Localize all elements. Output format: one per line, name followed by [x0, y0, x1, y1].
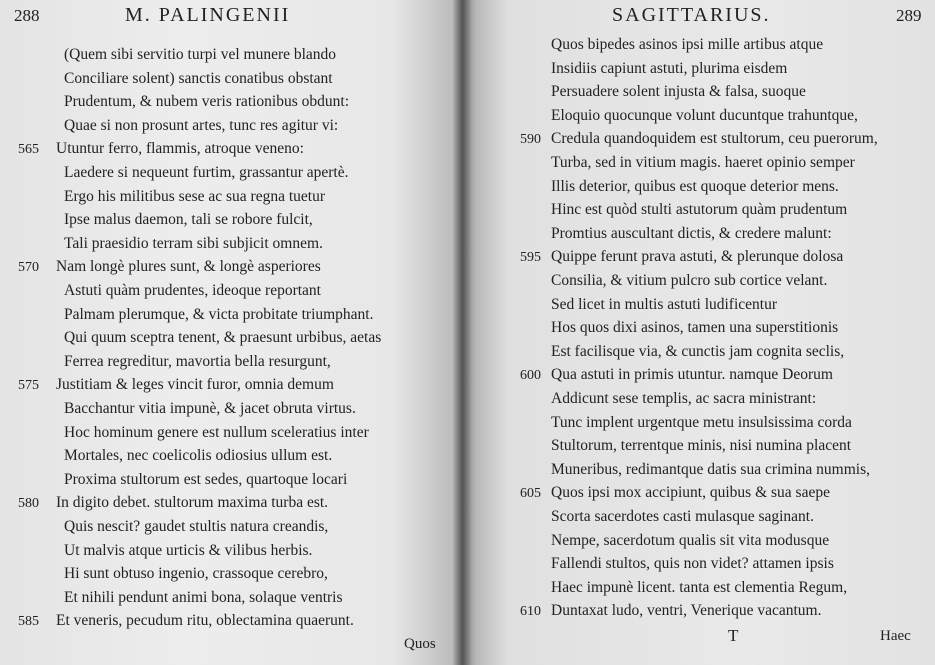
verse-line: Conciliare solent) sanctis conatibus obstant [64, 69, 333, 87]
verse-line: Credula quandoquidem est stultorum, ceu puerorum, [551, 130, 878, 148]
verse-line: Quae si non prosunt artes, tunc res agitur vi: [64, 116, 339, 134]
verse-line: Eloquio quocunque volunt ducuntque trahuntque, [551, 106, 858, 124]
verse-line: Hi sunt obtuso ingenio, crassoque cerebro, [64, 565, 328, 583]
verse-line: Hinc est quòd stulti astutorum quàm prudentum [551, 201, 848, 219]
verse-line: Duntaxat ludo, ventri, Venerique vacantum. [551, 602, 822, 620]
page-number: 288 [14, 6, 40, 25]
verse-number: 595 [520, 250, 541, 266]
verse-line: Proxima stultorum est sedes, quartoque locari [64, 470, 348, 488]
verse-line: Nam longè plures sunt, & longè asperiores [56, 258, 321, 276]
verse-line: Nempe, sacerdotum qualis sit vita modusque [551, 531, 830, 549]
verse-number: 605 [520, 486, 541, 502]
running-head: SAGITTARIUS. [612, 4, 771, 26]
verse-number: 570 [18, 260, 39, 276]
verse-line: Sed licet in multis astuti ludificentur [551, 295, 778, 313]
verse-line: Illis deterior, quibus est quoque deterior mens. [551, 177, 839, 195]
verse-line: Insidiis capiunt astuti, plurima eisdem [551, 59, 788, 77]
gutter-shadow [452, 0, 472, 665]
verse-number: 600 [520, 368, 541, 384]
verse-line: Addicunt sese templis, ac sacra ministrant: [551, 390, 817, 407]
verse-number: 565 [18, 142, 39, 158]
verse-line: Utuntur ferro, flammis, atroque veneno: [56, 140, 304, 158]
verse-number: 610 [520, 604, 541, 620]
verse-line: Bacchantur vitia impunè, & jacet obruta virtus. [64, 400, 356, 417]
verse-line: Hoc hominum genere est nullum sceleratius inter [64, 423, 369, 441]
verse-number: 585 [18, 614, 39, 630]
verse-line: Mortales, nec coelicolis odiosius ullum est. [64, 447, 333, 465]
catchword: Quos [404, 636, 436, 652]
running-head: M. PALINGENII [125, 4, 291, 26]
page-number: 289 [896, 6, 922, 25]
verse-line: Ut malvis atque urticis & vilibus herbis. [64, 541, 313, 559]
verse-line: (Quem sibi servitio turpi vel munere blando [64, 46, 337, 63]
verse-line: In digito debet. stultorum maxima turba est. [56, 494, 329, 512]
verse-line: Laedere si nequeunt furtim, grassantur apertè. [64, 164, 349, 181]
verse-line: Quos ipsi mox accipiunt, quibus & sua saepe [551, 484, 830, 502]
verse-line: Scorta sacerdotes casti mulasque saginant. [551, 508, 814, 525]
verse-line: Palmam plerumque, & victa probitate triumphant. [64, 305, 374, 323]
verse-line: Ergo his militibus sese ac sua regna tuetur [64, 187, 326, 205]
verse-line: Justitiam & leges vincit furor, omnia demum [56, 376, 334, 394]
verse-line: Qui quum sceptra tenent, & praesunt urbibus, aetas [64, 329, 382, 347]
verse-line: Promtius auscultant dictis, & credere malunt: [551, 224, 832, 242]
verse-line: Persuadere solent injusta & falsa, suoque [551, 83, 806, 101]
verse-line: Ferrea regreditur, mavortia bella resurgunt, [64, 352, 331, 370]
verse-line: Ipse malus daemon, tali se robore fulcit, [64, 211, 313, 229]
verse-line: Stultorum, terrentque minis, nisi numina placent [551, 437, 852, 455]
verse-line: Muneribus, redimantque datis sua crimina nummis, [551, 460, 870, 478]
verse-line: Quis nescit? gaudet stultis natura creandis, [64, 518, 329, 535]
right-page [462, 0, 935, 665]
verse-line: Prudentum, & nubem veris rationibus obdunt: [64, 93, 350, 111]
verse-line: Est facilisque via, & cunctis jam cognita seclis, [551, 342, 845, 360]
catchword: Haec [880, 628, 911, 644]
verse-line: Consilia, & vitium pulcro sub cortice velant. [551, 272, 828, 289]
verse-line: Haec impunè licent. tanta est clementia Regum, [551, 578, 848, 596]
left-page [0, 0, 462, 665]
verse-line: Et veneris, pecudum ritu, oblectamina quaerunt. [56, 612, 354, 630]
verse-line: Fallendi stultos, quis non videt? attamen ipsis [551, 555, 834, 573]
verse-line: Qua astuti in primis utuntur. namque Deorum [551, 366, 833, 384]
verse-line: Hos quos dixi asinos, tamen una superstitionis [551, 319, 839, 337]
verse-line: Tunc implent urgentque metu insulsissima corda [551, 413, 852, 431]
verse-line: Tali praesidio terram sibi subjicit omnem. [64, 234, 323, 252]
verse-number: 590 [520, 132, 541, 148]
verse-line: Quippe ferunt prava astuti, & plerunque dolosa [551, 248, 844, 266]
verse-number: 580 [18, 496, 39, 512]
verse-line: Turba, sed in vitium magis. haeret opinio semper [551, 154, 855, 171]
signature-mark: T [728, 626, 739, 645]
verse-line: Et nihili pendunt animi bona, solaque ventris [64, 588, 343, 606]
verse-number: 575 [18, 378, 39, 394]
verse-line: Quos bipedes asinos ipsi mille artibus atque [551, 36, 824, 53]
verse-line: Astuti quàm prudentes, ideoque reportant [64, 282, 321, 299]
